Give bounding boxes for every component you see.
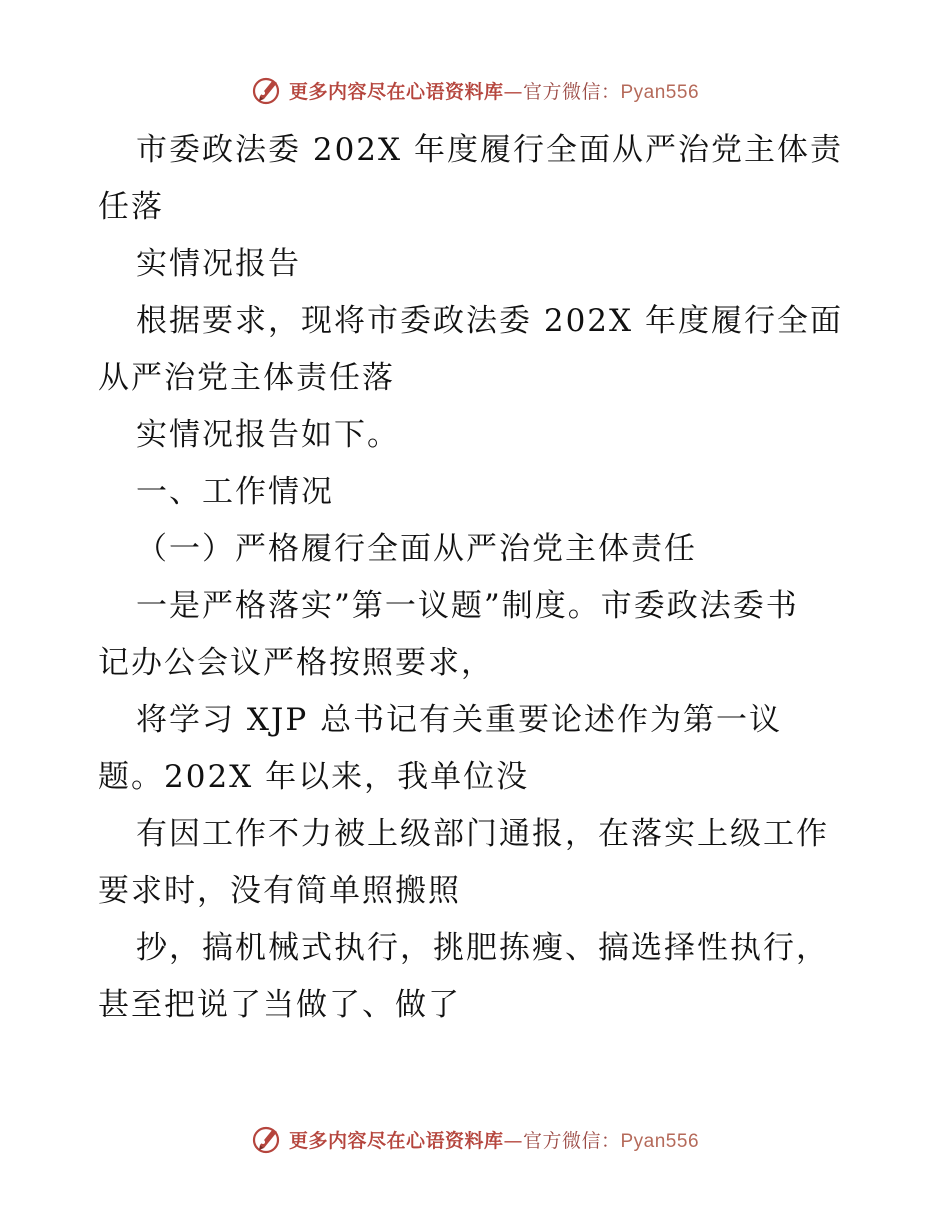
pen-logo-icon: [251, 74, 283, 106]
document-body: [98, 122, 858, 1034]
watermark-sub: 官方微信：: [522, 80, 621, 103]
section-heading: 一、工作情况: [136, 474, 334, 510]
watermark-separator: —: [503, 80, 523, 103]
page-footer-watermark: [0, 1121, 950, 1157]
watermark-main: 更多内容尽在心语资料库: [288, 80, 504, 103]
paragraph-line: 市委政法委 202X 年度履行全面从严治党主体责: [136, 132, 843, 168]
paragraph-line: 要求时，没有简单照搬照: [98, 873, 461, 909]
watermark-id: Pyan556: [620, 81, 700, 103]
paragraph-line: 记办公会议严格按照要求，: [98, 645, 494, 681]
subsection-heading: （一）严格履行全面从严治党主体责任: [136, 531, 697, 567]
watermark-text: [289, 77, 699, 104]
watermark-text: [289, 1126, 699, 1153]
paragraph-line: 从严治党主体责任落: [98, 360, 395, 396]
paragraph-line: 一是严格落实”第一议题”制度。市委政法委书: [136, 588, 799, 624]
paragraph-line: 任落: [98, 189, 164, 225]
paragraph-line: 有因工作不力被上级部门通报，在落实上级工作: [136, 816, 829, 852]
paragraph-line: 实情况报告如下。: [136, 417, 400, 453]
watermark-separator: —: [503, 1129, 523, 1152]
pen-logo-icon: [251, 1123, 283, 1155]
paragraph-line: 题。202X 年以来，我单位没: [98, 759, 530, 795]
watermark-id: Pyan556: [620, 1130, 700, 1152]
watermark-main: 更多内容尽在心语资料库: [288, 1129, 504, 1152]
paragraph-line: 抄，搞机械式执行，挑肥拣瘦、搞选择性执行，: [136, 930, 829, 966]
paragraph-line: 将学习 XJP 总书记有关重要论述作为第一议: [136, 702, 783, 738]
paragraph-line: 根据要求，现将市委政法委 202X 年度履行全面: [136, 303, 843, 339]
paragraph-line: 甚至把说了当做了、做了: [98, 987, 461, 1023]
paragraph-line: 实情况报告: [136, 246, 301, 282]
watermark-sub: 官方微信：: [522, 1129, 621, 1152]
page-header-watermark: [0, 72, 950, 108]
